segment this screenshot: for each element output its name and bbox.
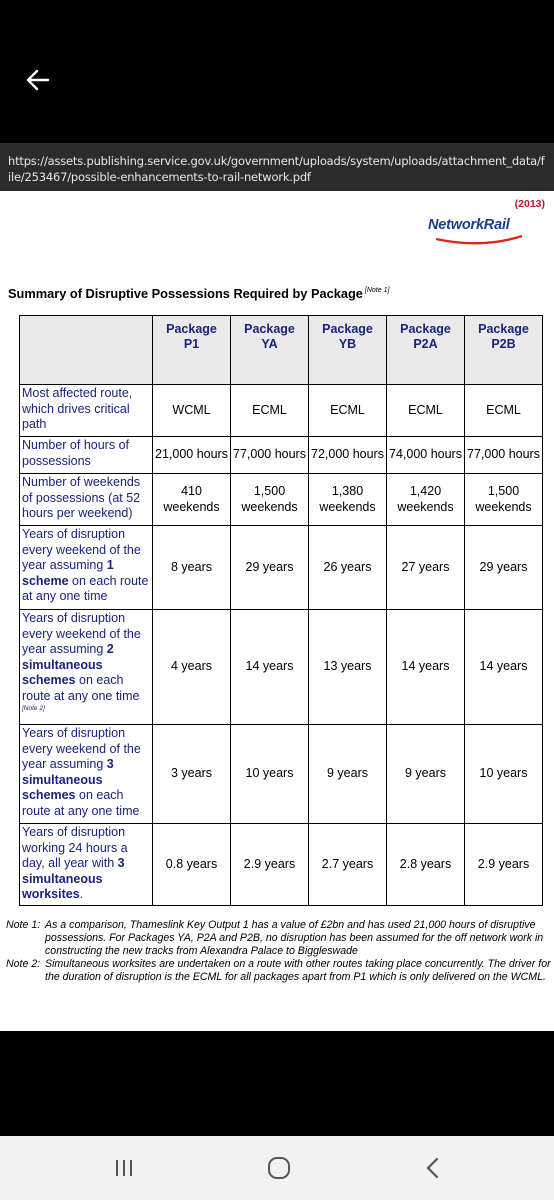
table-cell: 8 years — [153, 526, 231, 610]
row-label: Most affected route, which drives critical path — [20, 385, 153, 437]
table-cell: 3 years — [153, 725, 231, 824]
table-cell: 1,420 weekends — [387, 474, 465, 526]
logo-text: NetworkRail — [428, 217, 510, 233]
row-label: Number of hours of possessions — [20, 437, 153, 474]
table-cell: 29 years — [231, 526, 309, 610]
table-cell: 2.9 years — [231, 824, 309, 906]
row-label: Years of disruption every weekend of the year assuming 3 simultaneous schemes on each route at any one time — [20, 725, 153, 824]
table-cell: 14 years — [387, 610, 465, 725]
row-label: Number of weekends of possessions (at 52 hours per weekend) — [20, 474, 153, 526]
table-cell: 10 years — [231, 725, 309, 824]
row-label: Years of disruption every weekend of the year assuming 1 scheme on each route at any one time — [20, 526, 153, 610]
home-icon[interactable] — [266, 1156, 292, 1180]
table-row — [20, 725, 543, 824]
table-row — [20, 437, 543, 474]
table-row — [20, 824, 543, 906]
header-package-yb: Package YB — [309, 316, 387, 385]
logo-swoosh — [434, 233, 524, 247]
table-cell: ECML — [231, 385, 309, 437]
footnote-label: Note 1: — [6, 919, 41, 931]
table-cell: 2.8 years — [387, 824, 465, 906]
url-bar[interactable] — [0, 143, 554, 191]
footnotes — [6, 919, 552, 984]
table-cell: 1,500 weekends — [231, 474, 309, 526]
footnote-2 — [6, 958, 552, 984]
table-cell: 77,000 hours — [231, 437, 309, 474]
table-cell: 13 years — [309, 610, 387, 725]
table-cell: 9 years — [387, 725, 465, 824]
title-note: [Note 1] — [364, 287, 390, 294]
table-cell: 4 years — [153, 610, 231, 725]
table-cell: 14 years — [465, 610, 543, 725]
table-cell: 77,000 hours — [465, 437, 543, 474]
pdf-page — [0, 191, 554, 1031]
table-cell: ECML — [387, 385, 465, 437]
footnote-label: Note 2: — [6, 958, 41, 970]
table-cell: WCML — [153, 385, 231, 437]
table-row — [20, 610, 543, 725]
table-cell: 29 years — [465, 526, 543, 610]
header-package-ya: Package YA — [231, 316, 309, 385]
table-cell: 9 years — [309, 725, 387, 824]
row-note: [Note 2] — [22, 704, 45, 712]
table-cell: 0.8 years — [153, 824, 231, 906]
table-cell: 2.7 years — [309, 824, 387, 906]
table-row — [20, 385, 543, 437]
app-top-bar — [0, 0, 554, 143]
footnote-text: Simultaneous worksites are undertaken on a route with other routes taking place concurrently. The driver for the duration of disruption is the ECML for all packages apart from P1 which is only delivered on the WCML. — [45, 958, 551, 983]
system-nav-bar — [0, 1136, 554, 1200]
chevron-left-icon[interactable] — [420, 1156, 446, 1180]
possessions-table — [19, 315, 543, 906]
table-row — [20, 474, 543, 526]
table-cell: 2.9 years — [465, 824, 543, 906]
arrow-left-icon[interactable] — [24, 66, 52, 94]
row-label: Years of disruption every weekend of the year assuming 2 simultaneous schemes on each route at any one time [Note 2] — [20, 610, 153, 725]
table-cell: 10 years — [465, 725, 543, 824]
document-year: (2013) — [514, 198, 545, 210]
footnote-text: As a comparison, Thameslink Key Output 1 has a value of £2bn and has used 21,000 hours of disruptive possessions. For Packages YA, P2A and P2B, no disruption has been assumed for the off network work in constructing the new tracks from Alexandra Palace to Biggleswade — [45, 919, 544, 957]
table-cell: 21,000 hours — [153, 437, 231, 474]
table-header-row — [20, 316, 543, 385]
header-corner — [20, 316, 153, 385]
header-package-p1: Package P1 — [153, 316, 231, 385]
table-cell: 1,500 weekends — [465, 474, 543, 526]
network-rail-logo — [428, 216, 528, 250]
table-cell: ECML — [465, 385, 543, 437]
row-label: Years of disruption working 24 hours a day, all year with 3 simultaneous worksites. — [20, 824, 153, 906]
title-text: Summary of Disruptive Possessions Required by Package — [8, 286, 363, 301]
footnote-1 — [6, 919, 552, 958]
table-cell: 410 weekends — [153, 474, 231, 526]
table-row — [20, 526, 543, 610]
url-text: https://assets.publishing.service.gov.uk/government/uploads/system/uploads/attachment_data/file/253467/possible-enhancements-to-rail-network.pdf — [8, 154, 545, 184]
table-cell: 27 years — [387, 526, 465, 610]
table-cell: ECML — [309, 385, 387, 437]
table-cell: 74,000 hours — [387, 437, 465, 474]
table-cell: 1,380 weekends — [309, 474, 387, 526]
header-package-p2b: Package P2B — [465, 316, 543, 385]
table-cell: 26 years — [309, 526, 387, 610]
table-cell: 14 years — [231, 610, 309, 725]
recent-apps-icon[interactable] — [111, 1156, 137, 1180]
header-package-p2a: Package P2A — [387, 316, 465, 385]
table-cell: 72,000 hours — [309, 437, 387, 474]
document-title — [8, 286, 389, 301]
